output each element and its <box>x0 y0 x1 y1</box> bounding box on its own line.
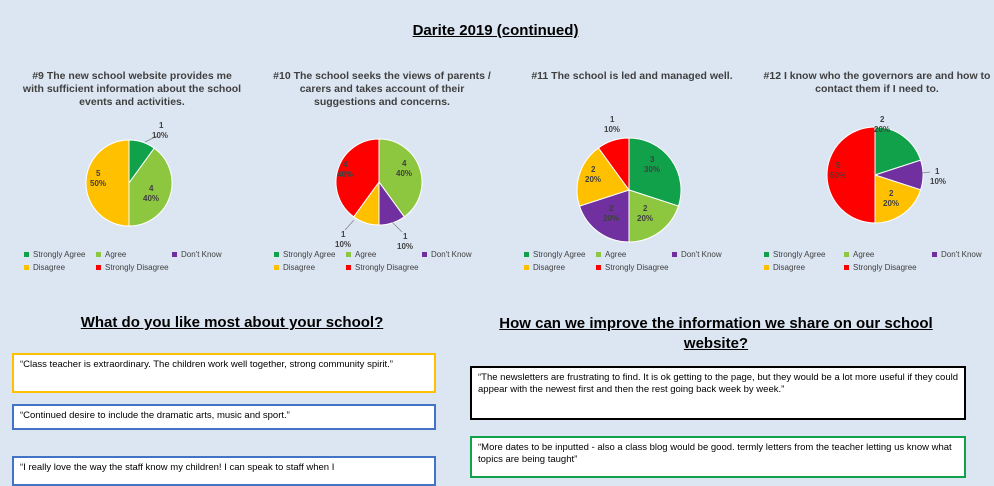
legend-item-strongly-disagree: Strongly Disagree <box>346 263 419 272</box>
chart-title: #12 I know who the governors are and how to contact them if I need to. <box>763 70 991 95</box>
section-title-likes: What do you like most about your school? <box>80 314 384 331</box>
data-label: 2 <box>643 204 648 213</box>
pie-group <box>577 138 681 242</box>
data-label: 40% <box>337 170 354 179</box>
chart-title: #11 The school is led and managed well. <box>531 70 733 82</box>
legend-item-strongly-disagree: Strongly Disagree <box>96 263 169 272</box>
legend-item-strongly-agree: Strongly Agree <box>764 250 825 259</box>
legend-item-agree: Agree <box>96 250 126 259</box>
chart-q12 <box>752 70 992 285</box>
quote-box: “The newsletters are frustrating to find. It is ok getting to the page, but they would be a lot more useful if they could appear with the newest first and then the rest going back week by week.” <box>470 366 966 420</box>
data-label: 20% <box>874 125 891 134</box>
legend-item-dont-know: Don't Know <box>422 250 472 259</box>
data-label: 2 <box>880 115 885 124</box>
data-label: 1 <box>341 230 346 239</box>
page-title: Darite 2019 (continued) <box>412 22 579 39</box>
data-label: 50% <box>90 179 107 188</box>
data-label: 2 <box>889 189 894 198</box>
quote-box: “More dates to be inputted - also a class blog would be good. termly letters from the teacher letting us know what topics are being taught” <box>470 436 966 478</box>
data-label: 10% <box>397 242 414 251</box>
chart-title: #10 The school seeks the views of parents / carers and takes account of their suggestions and concerns. <box>273 70 491 108</box>
legend-item-disagree: Disagree <box>24 263 65 272</box>
data-label: 4 <box>402 159 407 168</box>
data-label: 1 <box>403 232 408 241</box>
legend-item-dont-know: Don't Know <box>172 250 222 259</box>
data-label: 4 <box>343 160 348 169</box>
quote-box: “Class teacher is extraordinary. The children work well together, strong community spirit.” <box>12 353 436 393</box>
legend-item-dont-know: Don't Know <box>932 250 982 259</box>
data-label: 30% <box>644 165 661 174</box>
data-label: 4 <box>149 184 154 193</box>
legend-item-agree: Agree <box>346 250 376 259</box>
data-label: 2 <box>609 204 614 213</box>
data-label: 10% <box>604 125 621 134</box>
legend-item-disagree: Disagree <box>274 263 315 272</box>
data-label: 10% <box>930 177 947 186</box>
section-title-improve: How can we improve the information we share on our school website? <box>499 315 933 352</box>
legend-item-strongly-disagree: Strongly Disagree <box>844 263 917 272</box>
pie-chart <box>12 70 252 245</box>
chart-q11 <box>512 70 752 285</box>
data-label: 10% <box>335 240 352 249</box>
pie-group <box>336 139 422 225</box>
pie-chart <box>752 70 992 245</box>
chart-q9 <box>12 70 252 285</box>
data-label: 40% <box>396 169 413 178</box>
chart-q10 <box>262 70 502 285</box>
data-label: 1 <box>159 121 164 130</box>
data-label: 20% <box>603 214 620 223</box>
data-label: 1 <box>610 115 615 124</box>
legend-item-disagree: Disagree <box>764 263 805 272</box>
legend-item-agree: Agree <box>596 250 626 259</box>
data-label: 20% <box>883 199 900 208</box>
quote-box: “I really love the way the staff know my children! I can speak to staff when I <box>12 456 436 486</box>
data-label: 5 <box>96 169 101 178</box>
legend-item-disagree: Disagree <box>524 263 565 272</box>
data-label: 50% <box>830 171 847 180</box>
legend-item-strongly-agree: Strongly Agree <box>524 250 585 259</box>
pie-chart <box>262 70 502 251</box>
chart-title: #9 The new school website provides me with sufficient information about the school events and activities. <box>22 70 242 108</box>
legend-item-agree: Agree <box>844 250 874 259</box>
legend-item-strongly-agree: Strongly Agree <box>24 250 85 259</box>
legend-item-strongly-agree: Strongly Agree <box>274 250 335 259</box>
data-label: 10% <box>152 131 169 140</box>
data-label: 20% <box>637 214 654 223</box>
legend-item-dont-know: Don't Know <box>672 250 722 259</box>
data-label: 20% <box>585 175 602 184</box>
pie-chart <box>512 70 752 245</box>
quote-box: “Continued desire to include the dramatic arts, music and sport.” <box>12 404 436 430</box>
data-label: 40% <box>143 194 160 203</box>
data-label: 1 <box>935 167 940 176</box>
data-label: 5 <box>836 161 841 170</box>
data-label: 3 <box>650 155 655 164</box>
legend-item-strongly-disagree: Strongly Disagree <box>596 263 669 272</box>
data-label: 2 <box>591 165 596 174</box>
